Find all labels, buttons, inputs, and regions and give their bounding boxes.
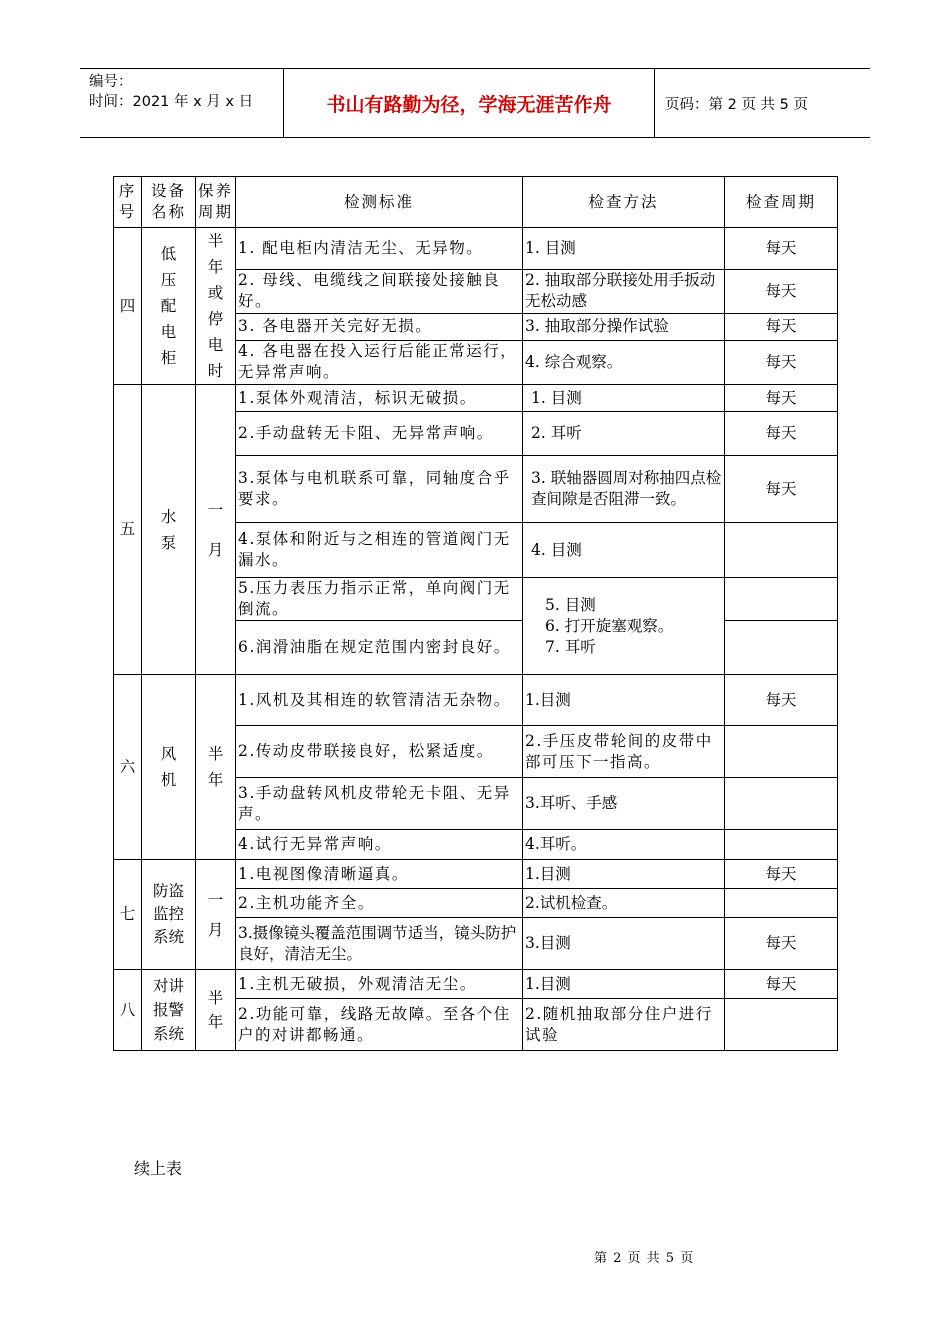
header-period: 检查周期	[725, 177, 838, 228]
method-cell: 1. 目测	[523, 385, 725, 412]
group-number: 七	[114, 860, 142, 970]
page-header	[80, 68, 870, 138]
header-standard: 检测标准	[236, 177, 523, 228]
period-cell: 每天	[725, 385, 838, 412]
period-cell	[725, 830, 838, 860]
page-footer: 第 2 页 共 5 页	[594, 1251, 695, 1266]
method-cell: 1.目测	[523, 860, 725, 889]
method-cell: 4. 目测	[523, 523, 725, 578]
group-number: 八	[114, 970, 142, 1051]
period-cell	[725, 523, 838, 578]
standard-cell: 1.泵体外观清洁，标识无破损。	[236, 385, 523, 412]
standard-cell: 1.风机及其相连的软管清洁无杂物。	[236, 675, 523, 726]
code-label: 编号：	[89, 74, 133, 90]
method-cell: 2. 抽取部分联接处用手扳动无松动感	[523, 270, 725, 313]
standard-cell: 3. 各电器开关完好无损。	[236, 313, 523, 340]
maintenance-cycle: 半年	[196, 675, 236, 860]
maintenance-cycle: 一月	[196, 385, 236, 675]
method-cell: 1.目测	[523, 970, 725, 999]
maintenance-table	[113, 176, 838, 1051]
standard-cell: 6.润滑油脂在规定范围内密封良好。	[236, 621, 523, 675]
period-cell	[725, 621, 838, 675]
header-cycle: 保养周期	[196, 177, 236, 228]
method-cell: 2. 耳听	[523, 412, 725, 456]
maintenance-cycle: 一月	[196, 860, 236, 970]
maintenance-cycle: 半年	[196, 970, 236, 1051]
standard-cell: 4.试行无异常声响。	[236, 830, 523, 860]
period-cell: 每天	[725, 970, 838, 999]
merged-method-cell	[523, 578, 725, 675]
method-cell: 3.耳听、手感	[523, 778, 725, 830]
standard-cell: 4. 各电器在投入运行后能正常运行，无异常声响。	[236, 340, 523, 384]
header-meta	[80, 69, 284, 137]
method-cell: 2.手压皮带轮间的皮带中部可压下一指高。	[523, 726, 725, 778]
device-name: 低压配电柜	[142, 228, 196, 385]
standard-cell: 5.压力表压力指示正常，单向阀门无倒流。	[236, 578, 523, 621]
period-cell	[725, 778, 838, 830]
table-row	[114, 675, 838, 726]
method-cell: 2.随机抽取部分住户进行试验	[523, 999, 725, 1051]
standard-cell: 2.主机功能齐全。	[236, 889, 523, 918]
time-label: 时间：2021 年 x 月 x 日	[89, 94, 254, 110]
header-device: 设备名称	[142, 177, 196, 228]
device-name: 对讲报警系统	[142, 970, 196, 1051]
table-row	[114, 970, 838, 999]
standard-cell: 2. 母线、电缆线之间联接处接触良好。	[236, 270, 523, 313]
period-cell: 每天	[725, 270, 838, 313]
period-cell	[725, 726, 838, 778]
standard-cell: 2.功能可靠，线路无故障。至各个住户的对讲都畅通。	[236, 999, 523, 1051]
table-row	[114, 860, 838, 889]
table-row	[114, 385, 838, 412]
period-cell: 每天	[725, 228, 838, 270]
standard-cell: 3.摄像镜头覆盖范围调节适当，镜头防护良好，清洁无尘。	[236, 918, 523, 970]
method-cell: 2.试机检查。	[523, 889, 725, 918]
method-cell: 3. 抽取部分操作试验	[523, 313, 725, 340]
motto: 书山有路勤为径，学海无涯苦作舟	[284, 69, 655, 137]
header-method: 检查方法	[523, 177, 725, 228]
period-cell	[725, 578, 838, 621]
standard-cell: 1.主机无破损，外观清洁无尘。	[236, 970, 523, 999]
standard-cell: 3.手动盘转风机皮带轮无卡阻、无异声。	[236, 778, 523, 830]
period-cell: 每天	[725, 313, 838, 340]
maintenance-cycle: 半年或停电时	[196, 228, 236, 385]
standard-cell: 1. 配电柜内清洁无尘、无异物。	[236, 228, 523, 270]
method-cell: 1.目测	[523, 675, 725, 726]
method-cell: 3.目测	[523, 918, 725, 970]
method-cell: 4.耳听。	[523, 830, 725, 860]
table-row	[114, 228, 838, 270]
method-line: 5. 目测	[545, 595, 596, 614]
standard-cell: 2.传动皮带联接良好，松紧适度。	[236, 726, 523, 778]
period-cell	[725, 889, 838, 918]
page-label: 页码：第 2 页 共 5 页	[665, 96, 808, 113]
device-name: 防盗监控系统	[142, 860, 196, 970]
method-cell: 4. 综合观察。	[523, 340, 725, 384]
method-line: 6. 打开旋塞观察。	[545, 616, 674, 635]
standard-cell: 2.手动盘转无卡阻、无异常声响。	[236, 412, 523, 456]
standard-cell: 4.泵体和附近与之相连的管道阀门无漏水。	[236, 523, 523, 578]
device-name: 风机	[142, 675, 196, 860]
method-line: 7. 耳听	[545, 637, 596, 656]
period-cell: 每天	[725, 456, 838, 523]
period-cell: 每天	[725, 675, 838, 726]
period-cell: 每天	[725, 918, 838, 970]
period-cell: 每天	[725, 860, 838, 889]
header-seq: 序号	[114, 177, 142, 228]
period-cell	[725, 999, 838, 1051]
table-header-row	[114, 177, 838, 228]
method-cell: 1. 目测	[523, 228, 725, 270]
group-number: 六	[114, 675, 142, 860]
group-number: 五	[114, 385, 142, 675]
standard-cell: 3.泵体与电机联系可靠，同轴度合乎要求。	[236, 456, 523, 523]
period-cell: 每天	[725, 340, 838, 384]
device-name: 水泵	[142, 385, 196, 675]
period-cell: 每天	[725, 412, 838, 456]
standard-cell: 1.电视图像清晰逼真。	[236, 860, 523, 889]
continued-label: 续上表	[134, 1159, 183, 1178]
group-number: 四	[114, 228, 142, 385]
method-cell: 3. 联轴器圆周对称抽四点检查间隙是否阻滞一致。	[523, 456, 725, 523]
